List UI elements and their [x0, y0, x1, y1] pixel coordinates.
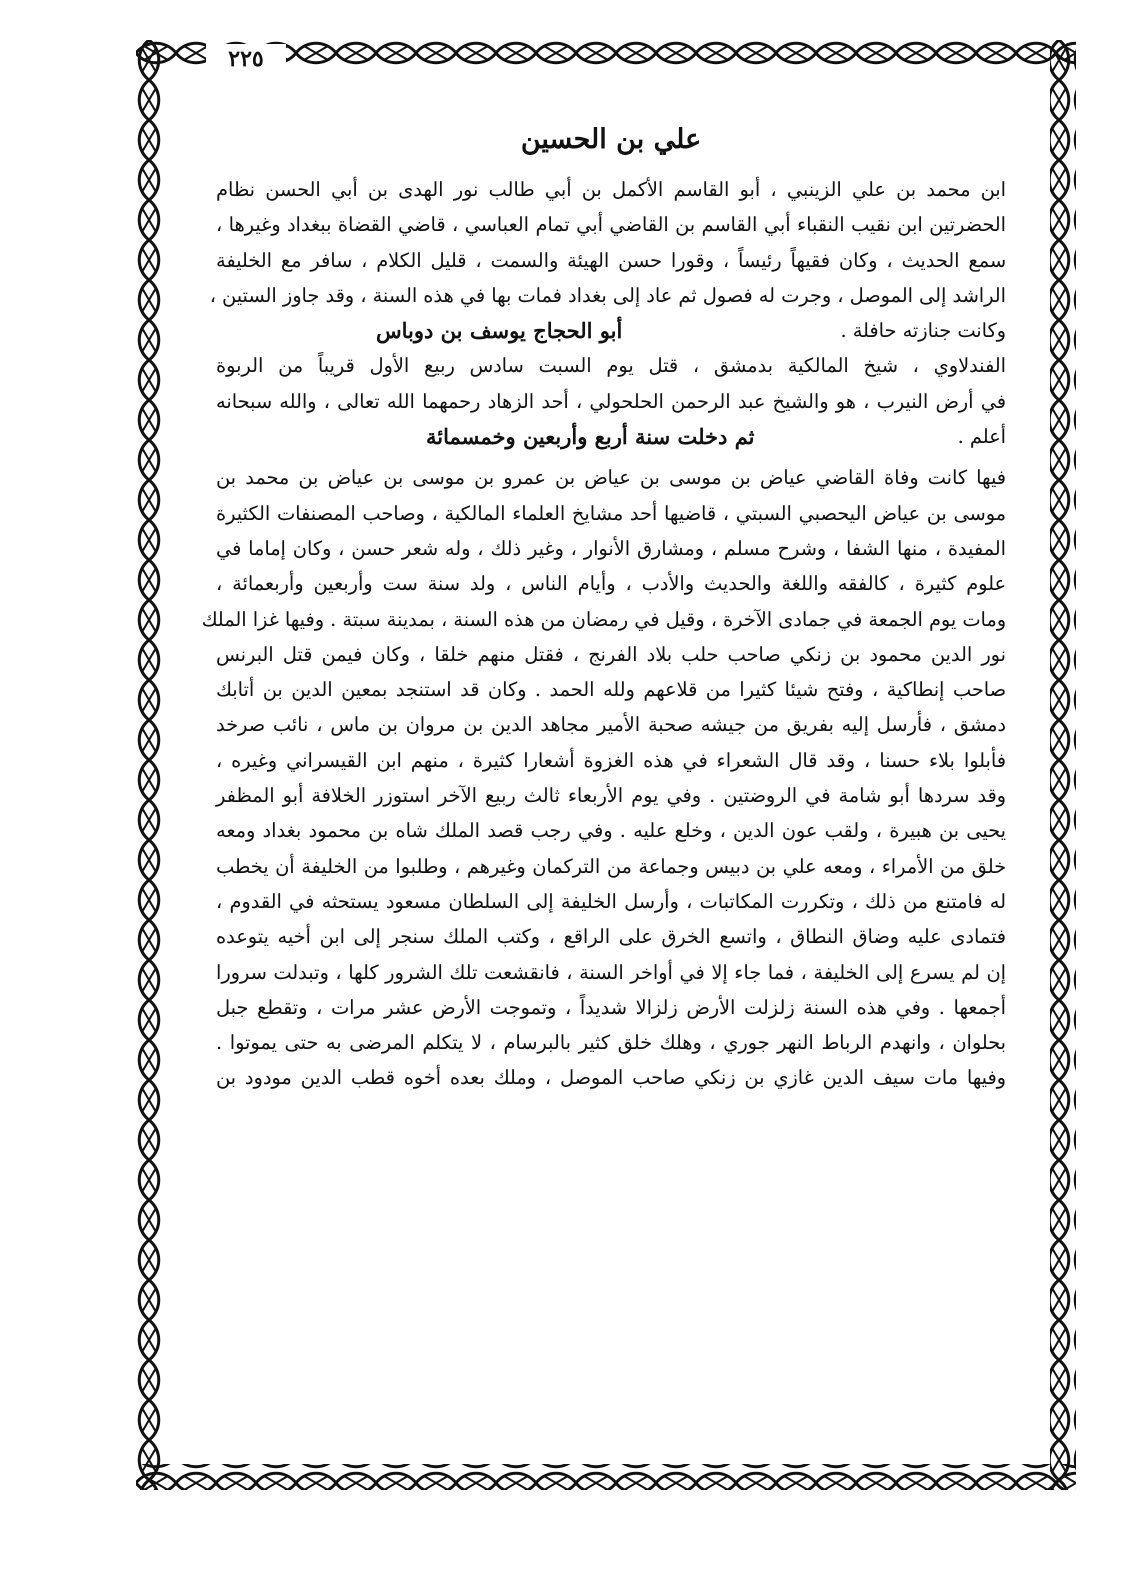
text-line: فأبلوا بلاء حسنا ، وقد قال الشعراء في هذه الغزوة أشعارا كثيرة ، منهم ابن القيسراني وغيره ،	[216, 748, 1006, 772]
paragraph-2	[216, 348, 1006, 419]
year-heading: ثم دخلت سنة أربع وأربعين وخمسمائة	[426, 424, 755, 450]
page-number: ٢٢٥	[206, 44, 286, 74]
line-with-subheading	[216, 313, 1006, 348]
text-line: ابن محمد بن علي الزينبي ، أبو القاسم الأكمل بن أبي طالب نور الهدى بن أبي الحسن نظام	[216, 178, 1007, 201]
text-line: الفندلاوي ، شيخ المالكية بدمشق ، قتل يوم السبت سادس ربيع الأول قريباً من الربوة	[216, 354, 1006, 378]
page-frame	[136, 40, 1076, 1490]
text-line: علوم كثيرة ، كالفقه واللغة والحديث والأدب ، وأيام الناس ، ولد سنة ست وأربعين وأربعمائة ،	[216, 572, 1006, 596]
text-line: نور الدين محمود بن زنكي صاحب حلب بلاد الفرنج ، فقتل منهم خلقا ، وكان فيمن قتل البرنس	[216, 642, 1006, 666]
section-heading: علي بن الحسين	[520, 124, 702, 155]
biography-subheading: أبو الحجاج يوسف بن دوباس	[376, 318, 623, 344]
text-line: وكانت جنازته حافلة .	[840, 319, 1006, 343]
text-line: المفيدة ، منها الشفا ، وشرح مسلم ، ومشارق الأنوار ، وغير ذلك ، وله شعر حسن ، وكان إماما في	[216, 536, 1006, 560]
text-line: في أرض النيرب ، هو والشيخ عبد الرحمن الحلحولي ، أحد الزهاد رحمهما الله تعالى ، والله سبحانه	[216, 389, 1006, 413]
text-line: أعلم .	[957, 425, 1006, 449]
text-line: له فامتنع من ذلك ، وتكررت المكاتبات ، وأرسل الخليفة إلى السلطان مسعود يستحثه في القدوم ،	[216, 889, 1006, 913]
text-line: وفيها مات سيف الدين غازي بن زنكي صاحب الموصل ، وملك بعده أخوه قطب الدين مودود بن	[216, 1066, 1006, 1090]
text-line: الحضرتين ابن نقيب النقباء أبي القاسم بن القاضي أبي تمام العباسي ، قاضي القضاة ببغداد وغيرها ،	[216, 213, 1006, 237]
text-line: موسى بن عياض اليحصبي السبتي ، قاضيها أحد مشايخ العلماء المالكية ، وصاحب المصنفات الكثيرة	[216, 501, 1006, 525]
text-line: صاحب إنطاكية ، وفتح شيئا كثيرا من قلاعهم ولله الحمد . وكان قد استنجد بمعين الدين بن أتابك	[216, 678, 1006, 702]
page-content	[201, 120, 1007, 1420]
text-line: سمع الحديث ، وكان فقيهاً رئيساً ، وقورا حسن الهيئة والسمت ، قليل الكلام ، سافر مع الخليفة	[216, 248, 1006, 272]
text-line: بحلوان ، وانهدم الرباط النهر جوري ، وهلك خلق كثير بالبرسام ، لا يتكلم المرضى به حتى يموتوا .	[216, 1031, 1006, 1055]
text-line: الراشد إلى الموصل ، وجرت له فصول ثم عاد إلى بغداد فمات بها في هذه السنة ، وقد جاوز الستين ،	[209, 283, 1006, 307]
text-line: خلق من الأمراء ، ومعه علي بن دبيس وجماعة من التركمان وغيرهم ، وطلبوا من الخليفة أن يخطب	[216, 854, 1006, 878]
line-with-year-heading	[216, 419, 1006, 454]
text-line: يحيى بن هبيرة ، ولقب عون الدين ، وخلع عليه . وفي رجب قصد الملك شاه بن محمود بغداد ومعه	[216, 819, 1006, 843]
text-line: فتمادى عليه وضاق النطاق ، واتسع الخرق على الراقع ، وكتب الملك سنجر إلى ابن أخيه يتوعده	[216, 925, 1006, 949]
text-line: فيها كانت وفاة القاضي عياض بن موسى بن عياض بن عمرو بن موسى بن عياض بن محمد بن	[216, 466, 1006, 490]
text-line: وقد سردها أبو شامة في الروضتين . وفي يوم الأربعاء ثالث ربيع الآخر استوزر الخلافة أبو المظفر	[216, 784, 1006, 808]
text-line: دمشق ، فأرسل إليه بفريق من جيشه صحبة الأمير مجاهد الدين بن مروان بن ماس ، نائب صرخد	[216, 713, 1006, 737]
text-line: إن لم يسرع إلى الخليفة ، فما جاء إلا في أواخر السنة ، فانقشعت تلك الشرور كلها ، وتبدلت سرورا	[216, 960, 1006, 984]
text-line: أجمعها . وفي هذه السنة زلزلت الأرض زلزالا شديداً ، وتموجت الأرض عشر مرات ، وتقطع جبل	[216, 995, 1006, 1019]
paragraph-3	[201, 460, 1006, 1095]
text-line: ومات يوم الجمعة في جمادى الآخرة ، وقيل في رمضان من هذه السنة ، بمدينة سبتة . وفيها غزا الملك	[201, 607, 1006, 631]
paragraph-1	[209, 172, 1007, 313]
